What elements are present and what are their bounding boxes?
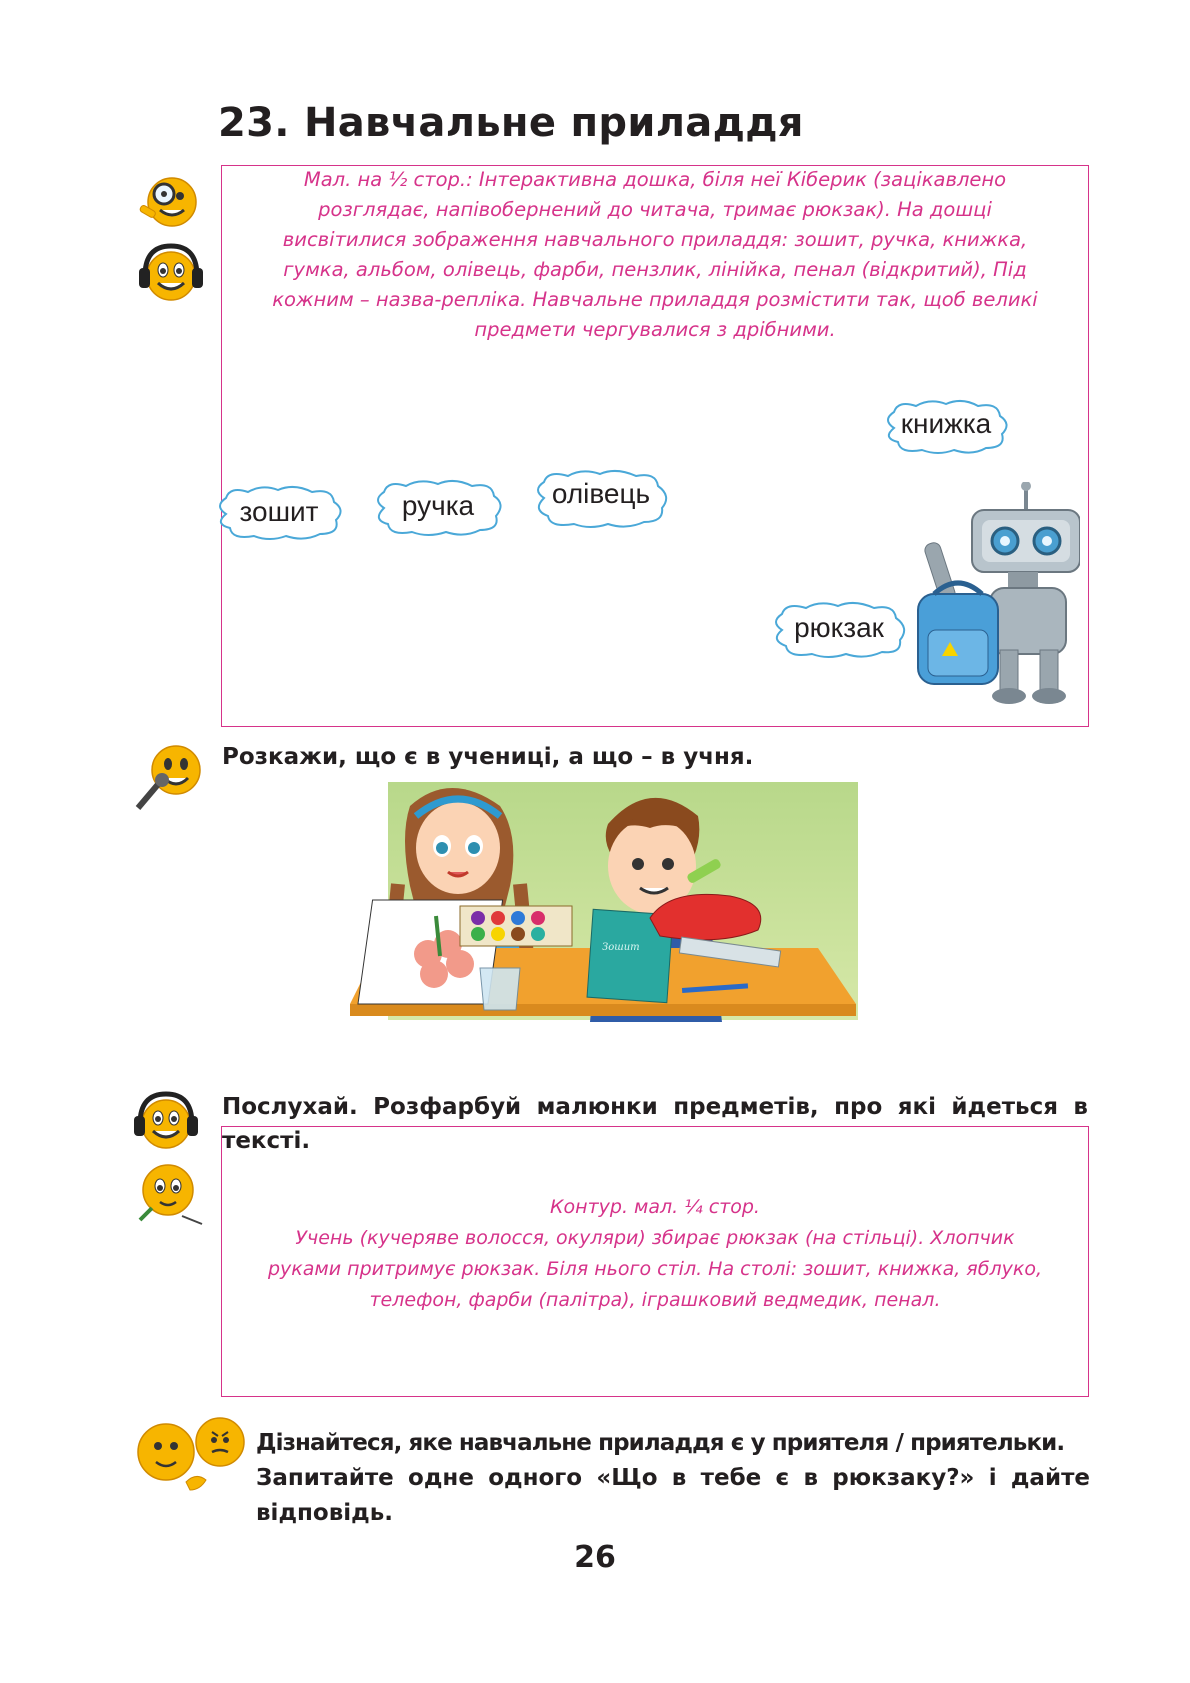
task-3-line: тексті. — [222, 1128, 311, 1154]
illustration-note-1 — [222, 165, 1088, 345]
headphones-smiley-icon — [136, 240, 206, 304]
task-2-text: Розкажи, що є в учениці, а що – в учня. — [222, 744, 754, 770]
robot-kiberyk-icon — [910, 482, 1080, 707]
cloud-label: олівець — [551, 478, 651, 509]
magnifier-smiley-icon — [134, 170, 204, 230]
cloud-label: книжка — [900, 408, 992, 439]
pair-smileys-icon — [134, 1412, 254, 1494]
cloud-label: зошит — [239, 496, 319, 527]
headphones-smiley-icon — [128, 1086, 206, 1152]
task-4-line: Дізнайтеся, яке навчальне приладдя є у приятеля / приятельки. — [256, 1430, 1065, 1456]
note-line: Учень (кучеряве волосся, окуляри) збирає рюкзак (на стільці). Хлопчик — [295, 1227, 1015, 1249]
cloud-ruchka — [370, 478, 506, 538]
note-line: предмети чергувалися з дрібними. — [474, 318, 836, 341]
task-4-line: Запитайте одне одного «Що в тебе є в рюкзаку?» і дайте — [256, 1465, 1090, 1491]
task-4-text — [256, 1426, 1090, 1531]
children-at-desk-illustration — [350, 776, 872, 1082]
note-line: розглядає, напівобернений до читача, тримає рюкзак). На дошці — [318, 198, 992, 221]
painting-smiley-icon — [132, 1158, 204, 1228]
microphone-smiley-icon — [132, 742, 208, 812]
notebook-label: Зошит — [602, 942, 640, 953]
note-line: кожним – назва-репліка. Навчальне приладдя розмістити так, щоб великі — [272, 288, 1038, 311]
note-line: гумка, альбом, олівець, фарби, пензлик, лінійка, пенал (відкритий), Під — [283, 258, 1027, 281]
cloud-label: ручка — [401, 490, 475, 521]
task-3-line: Послухай. Розфарбуй малюнки предметів, про які йдеться в — [222, 1094, 1088, 1120]
task-4-line: відповідь. — [256, 1500, 394, 1526]
cloud-label: рюкзак — [794, 612, 884, 643]
cloud-zoshyt — [212, 484, 346, 542]
cloud-riukzak — [768, 600, 910, 660]
page-number: 26 — [574, 1540, 616, 1575]
illustration-frame-2 — [221, 1126, 1089, 1397]
note-line: руками притримує рюкзак. Біля нього стіл. На столі: зошит, книжка, яблуко, — [268, 1258, 1042, 1280]
cloud-olivets — [530, 468, 672, 530]
page-title: 23. Навчальне приладдя — [218, 100, 804, 146]
illustration-note-2 — [222, 1192, 1088, 1316]
cloud-knyzhka — [880, 398, 1012, 456]
note-line: телефон, фарби (палітра), іграшковий ведмедик, пенал. — [369, 1289, 941, 1311]
note-line: Контур. мал. ¼ стор. — [550, 1196, 760, 1218]
note-line: Мал. на ½ стор.: Інтерактивна дошка, біля неї Кіберик (зацікавлено — [303, 168, 1007, 191]
note-line: висвітилися зображення навчального приладдя: зошит, ручка, книжка, — [282, 228, 1028, 251]
